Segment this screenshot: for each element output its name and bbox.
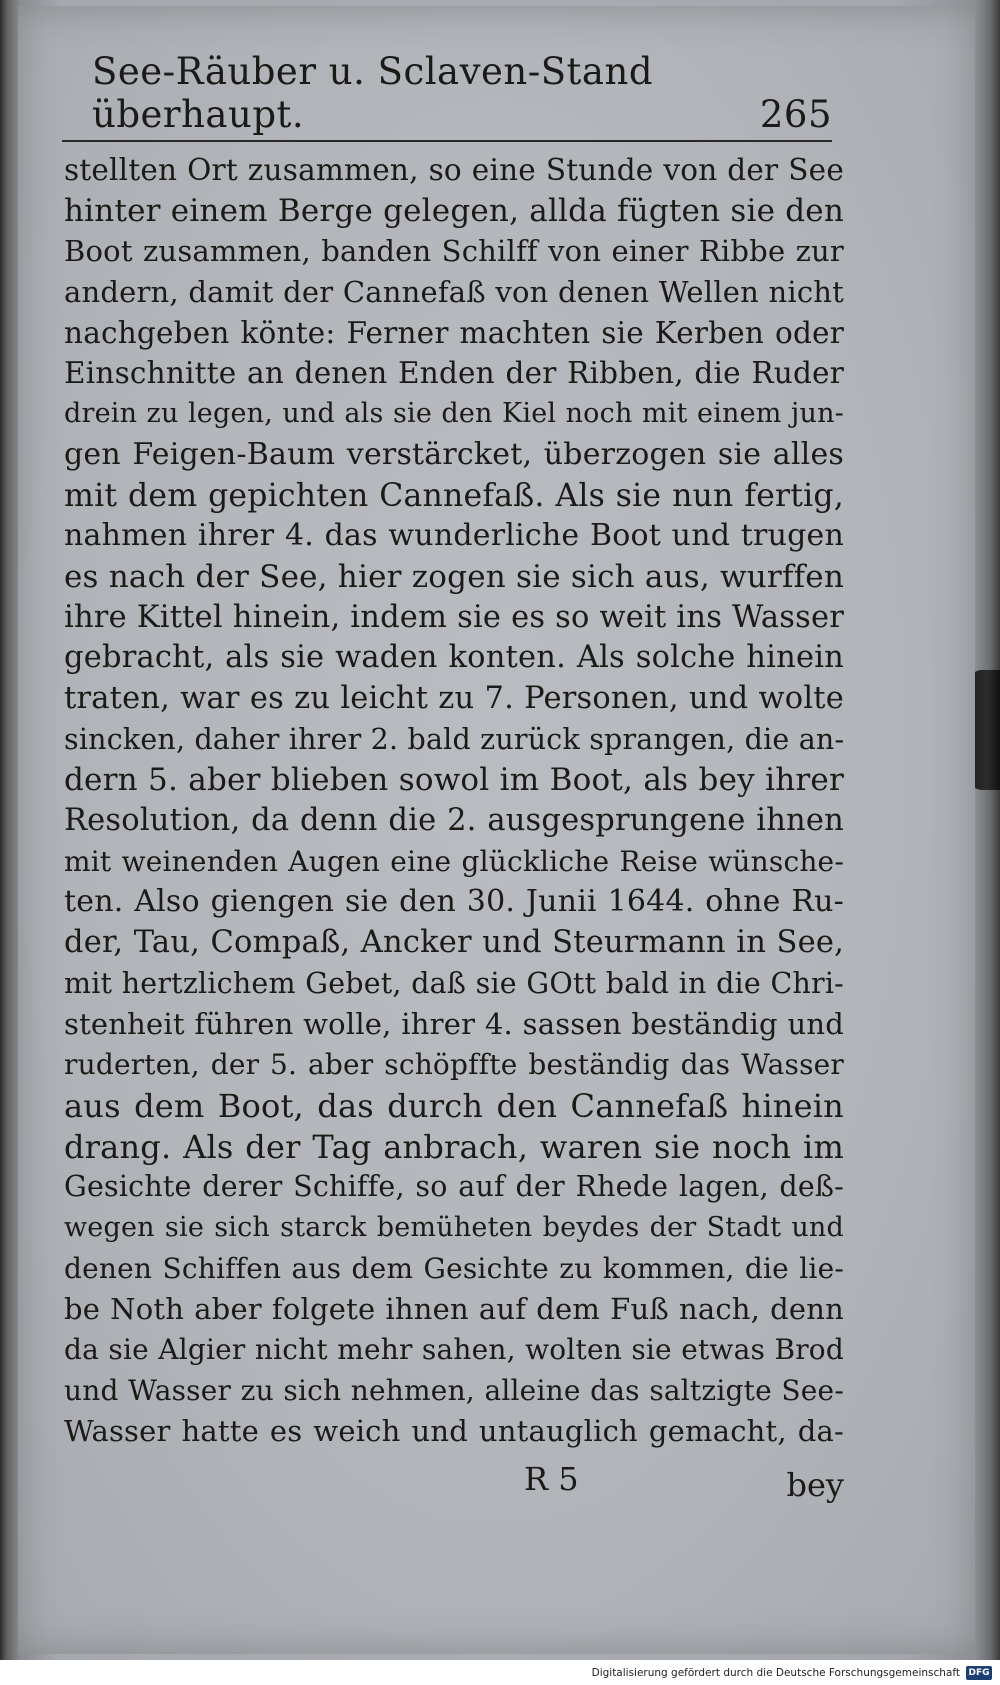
page-footer xyxy=(64,1457,844,1504)
catchword: bey xyxy=(786,1466,844,1504)
text-line: andern, damit der Cannefaß von denen Wellen nicht xyxy=(64,275,844,310)
text-line: Boot zusammen, banden Schilff von einer Ribbe zur xyxy=(64,234,844,269)
text-line: wegen sie sich starck bemüheten beydes der Stadt und xyxy=(64,1211,844,1243)
text-line: stenheit führen wolle, ihrer 4. sassen beständig und xyxy=(64,1007,844,1042)
text-line: ihre Kittel hinein, indem sie es so weit ins Wasser xyxy=(64,599,844,635)
text-line: mit dem gepichten Cannefaß. Als sie nun fertig, xyxy=(64,477,844,514)
text-line: und Wasser zu sich nehmen, alleine das saltzigte See- xyxy=(64,1373,844,1407)
text-line: nachgeben könte: Ferner machten sie Kerben oder xyxy=(64,315,844,350)
text-line: drang. Als der Tag anbrach, waren sie noch im xyxy=(64,1127,844,1166)
text-line: aus dem Boot, das durch den Cannefaß hinein xyxy=(64,1086,844,1125)
text-line: gen Feigen-Baum verstärcket, überzogen sie alles xyxy=(64,436,844,472)
text-line: ruderten, der 5. aber schöpffte beständig das Wasser xyxy=(64,1048,844,1082)
signature-mark: R 5 xyxy=(524,1460,579,1498)
text-line: sincken, daher ihrer 2. bald zurück sprangen, die an- xyxy=(64,722,845,756)
text-line: traten, war es zu leicht zu 7. Personen, und wolte xyxy=(64,680,844,716)
running-head: See-Räuber u. Sclaven-Stand überhaupt. xyxy=(92,50,654,136)
text-line: dern 5. aber blieben sowol im Boot, als bey ihrer xyxy=(64,762,844,799)
text-line: hinter einem Berge gelegen, allda fügten sie den xyxy=(64,192,844,229)
text-line: be Noth aber folgete ihnen auf dem Fuß nach, denn xyxy=(64,1292,844,1327)
text-line: Einschnitte an denen Enden der Ribben, die Ruder xyxy=(64,356,844,391)
text-line: mit hertzlichem Gebet, daß sie GOtt bald in die Chri- xyxy=(64,966,844,1000)
text-line: Resolution, da denn die 2. ausgesprungene ihnen xyxy=(64,803,844,838)
page-number: 265 xyxy=(759,93,832,136)
text-line: drein zu legen, und als sie den Kiel noch mit einem jun- xyxy=(64,398,844,430)
text-line: stellten Ort zusammen, so eine Stunde von der See xyxy=(64,153,844,187)
body-text xyxy=(64,150,844,1452)
text-line: nahmen ihrer 4. das wunderliche Boot und trugen xyxy=(64,518,844,554)
credit-bar xyxy=(0,1660,1000,1685)
text-line: da sie Algier nicht mehr sahen, wolten sie etwas Brod xyxy=(64,1332,844,1366)
text-line: ten. Also giengen sie den 30. Junii 1644. ohne Ru- xyxy=(64,884,844,920)
text-line: Gesichte derer Schiffe, so auf der Rhede lagen, deß- xyxy=(64,1170,844,1204)
text-line: denen Schiffen aus dem Gesichte zu kommen, die lie- xyxy=(64,1251,844,1285)
text-line: es nach der See, hier zogen sie sich aus, wurffen xyxy=(64,558,844,595)
page-header xyxy=(92,50,832,136)
text-line: gebracht, als sie waden konten. Als solche hinein xyxy=(64,640,844,676)
text-line: Wasser hatte es weich und untauglich gemacht, da- xyxy=(64,1414,844,1449)
credit-text: Digitalisierung gefördert durch die Deutsche Forschungsgemeinschaft xyxy=(591,1666,960,1679)
dfg-logo-icon: DFG xyxy=(966,1666,992,1680)
text-line: mit weinenden Augen eine glückliche Reise wünsche- xyxy=(64,844,844,878)
header-rule xyxy=(62,140,832,142)
text-line: der, Tau, Compaß, Ancker und Steurmann in See, xyxy=(64,925,844,961)
